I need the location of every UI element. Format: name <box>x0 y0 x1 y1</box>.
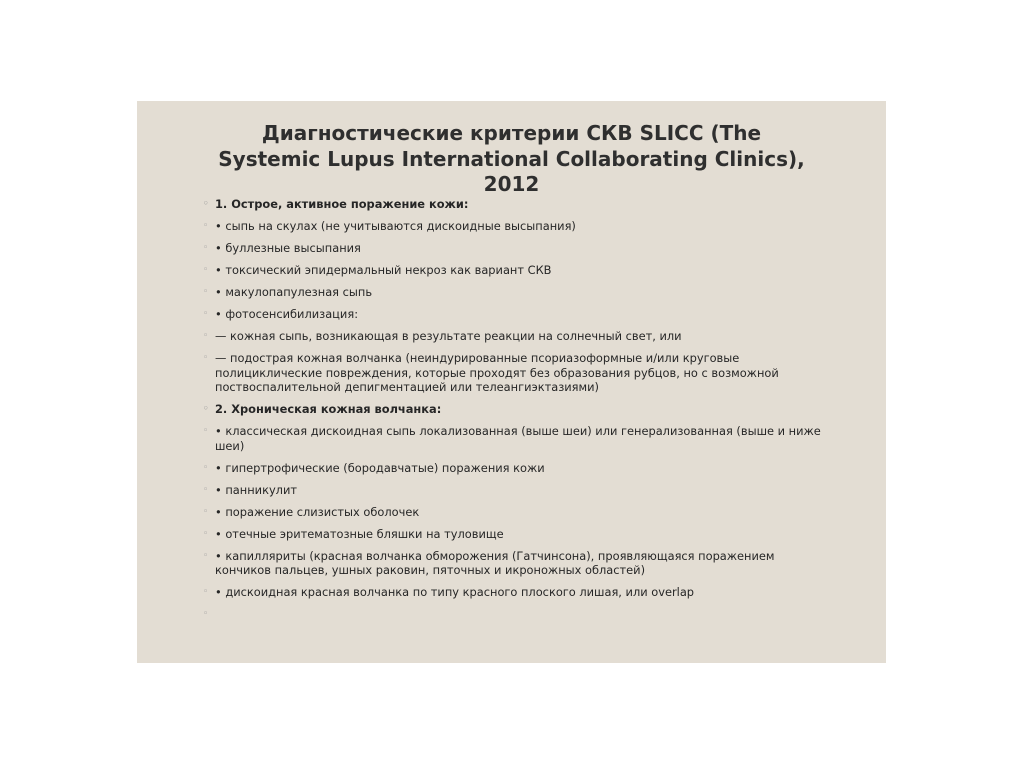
bullet-marker-icon: ◦ <box>203 265 209 275</box>
bullet-marker-icon: ◦ <box>203 587 209 597</box>
criteria-list <box>203 197 823 629</box>
bullet-marker-icon: ◦ <box>203 550 209 561</box>
list-item <box>203 461 823 476</box>
list-item <box>203 219 823 234</box>
list-item <box>203 424 823 453</box>
bullet-marker-icon: ◦ <box>203 404 209 414</box>
list-item-text: — кожная сыпь, возникающая в результате реакции на солнечный свет, или <box>215 329 682 343</box>
list-item <box>203 329 823 344</box>
list-item-text: • классическая дискоидная сыпь локализованная (выше шеи) или генерализованная (выше и ниже шеи) <box>215 424 821 453</box>
bullet-marker-icon: ◦ <box>203 221 209 231</box>
list-item-text: • сыпь на скулах (не учитываются дискоидные высыпания) <box>215 219 576 233</box>
bullet-marker-icon: ◦ <box>203 506 209 517</box>
list-item <box>203 527 823 542</box>
bullet-marker-icon: ◦ <box>203 309 209 319</box>
section-heading <box>203 402 823 417</box>
bullet-marker-icon: ◦ <box>203 528 209 539</box>
list-item-text: • буллезные высыпания <box>215 241 361 255</box>
list-item-text: • фотосенсибилизация: <box>215 307 359 321</box>
bullet-marker-icon: ◦ <box>203 199 209 209</box>
section-heading <box>203 197 823 212</box>
list-item <box>203 505 823 520</box>
title-line: Systemic Lupus International Collaborating Clinics), <box>218 146 805 171</box>
list-item-text: • отечные эритематозные бляшки на туловище <box>215 526 504 541</box>
list-item <box>203 307 823 322</box>
bullet-marker-icon: ◦ <box>203 484 209 495</box>
bullet-marker-icon: ◦ <box>203 353 209 363</box>
slide-title <box>137 121 886 198</box>
list-item-text: • панникулит <box>215 482 298 497</box>
list-item-text: • токсический эпидермальный некроз как вариант СКВ <box>215 263 552 277</box>
list-item-text: • гипертрофические (бородавчатые) поражения кожи <box>215 460 545 475</box>
slide <box>137 101 886 663</box>
list-item <box>203 241 823 256</box>
title-line: 2012 <box>483 172 540 196</box>
list-item <box>203 607 823 622</box>
list-item-text: 1. Острое, активное поражение кожи: <box>215 197 469 211</box>
list-item <box>203 549 823 578</box>
list-item-text: • капилляриты (красная волчанка обморожения (Гатчинсона), проявляющаяся поражением кончиков пальцев, ушных раковин, пяточных и икроножных областей) <box>215 548 775 577</box>
bullet-marker-icon: ◦ <box>203 609 209 619</box>
bullet-marker-icon: ◦ <box>203 426 209 436</box>
list-item <box>203 285 823 300</box>
list-item-text: • поражение слизистых оболочек <box>215 504 420 519</box>
list-item-text: — подострая кожная волчанка (неиндурированные псориазоформные и/или круговые полициклические повреждения, которые проходят без образования рубцов, но с возможной поствоспалительной депигментацией или телеангиэктазиями) <box>215 351 779 394</box>
list-item <box>203 483 823 498</box>
list-item <box>203 351 823 395</box>
list-item <box>203 585 823 600</box>
list-item-text: • макулопапулезная сыпь <box>215 285 373 299</box>
list-item <box>203 263 823 278</box>
list-item-text: • дискоидная красная волчанка по типу красного плоского лишая, или overlap <box>215 585 695 599</box>
bullet-marker-icon: ◦ <box>203 462 209 473</box>
bullet-marker-icon: ◦ <box>203 331 209 341</box>
bullet-marker-icon: ◦ <box>203 287 209 297</box>
bullet-marker-icon: ◦ <box>203 243 209 253</box>
title-line: Диагностические критерии СКВ SLICC (The <box>261 121 762 145</box>
list-item-text: 2. Хроническая кожная волчанка: <box>215 402 442 416</box>
